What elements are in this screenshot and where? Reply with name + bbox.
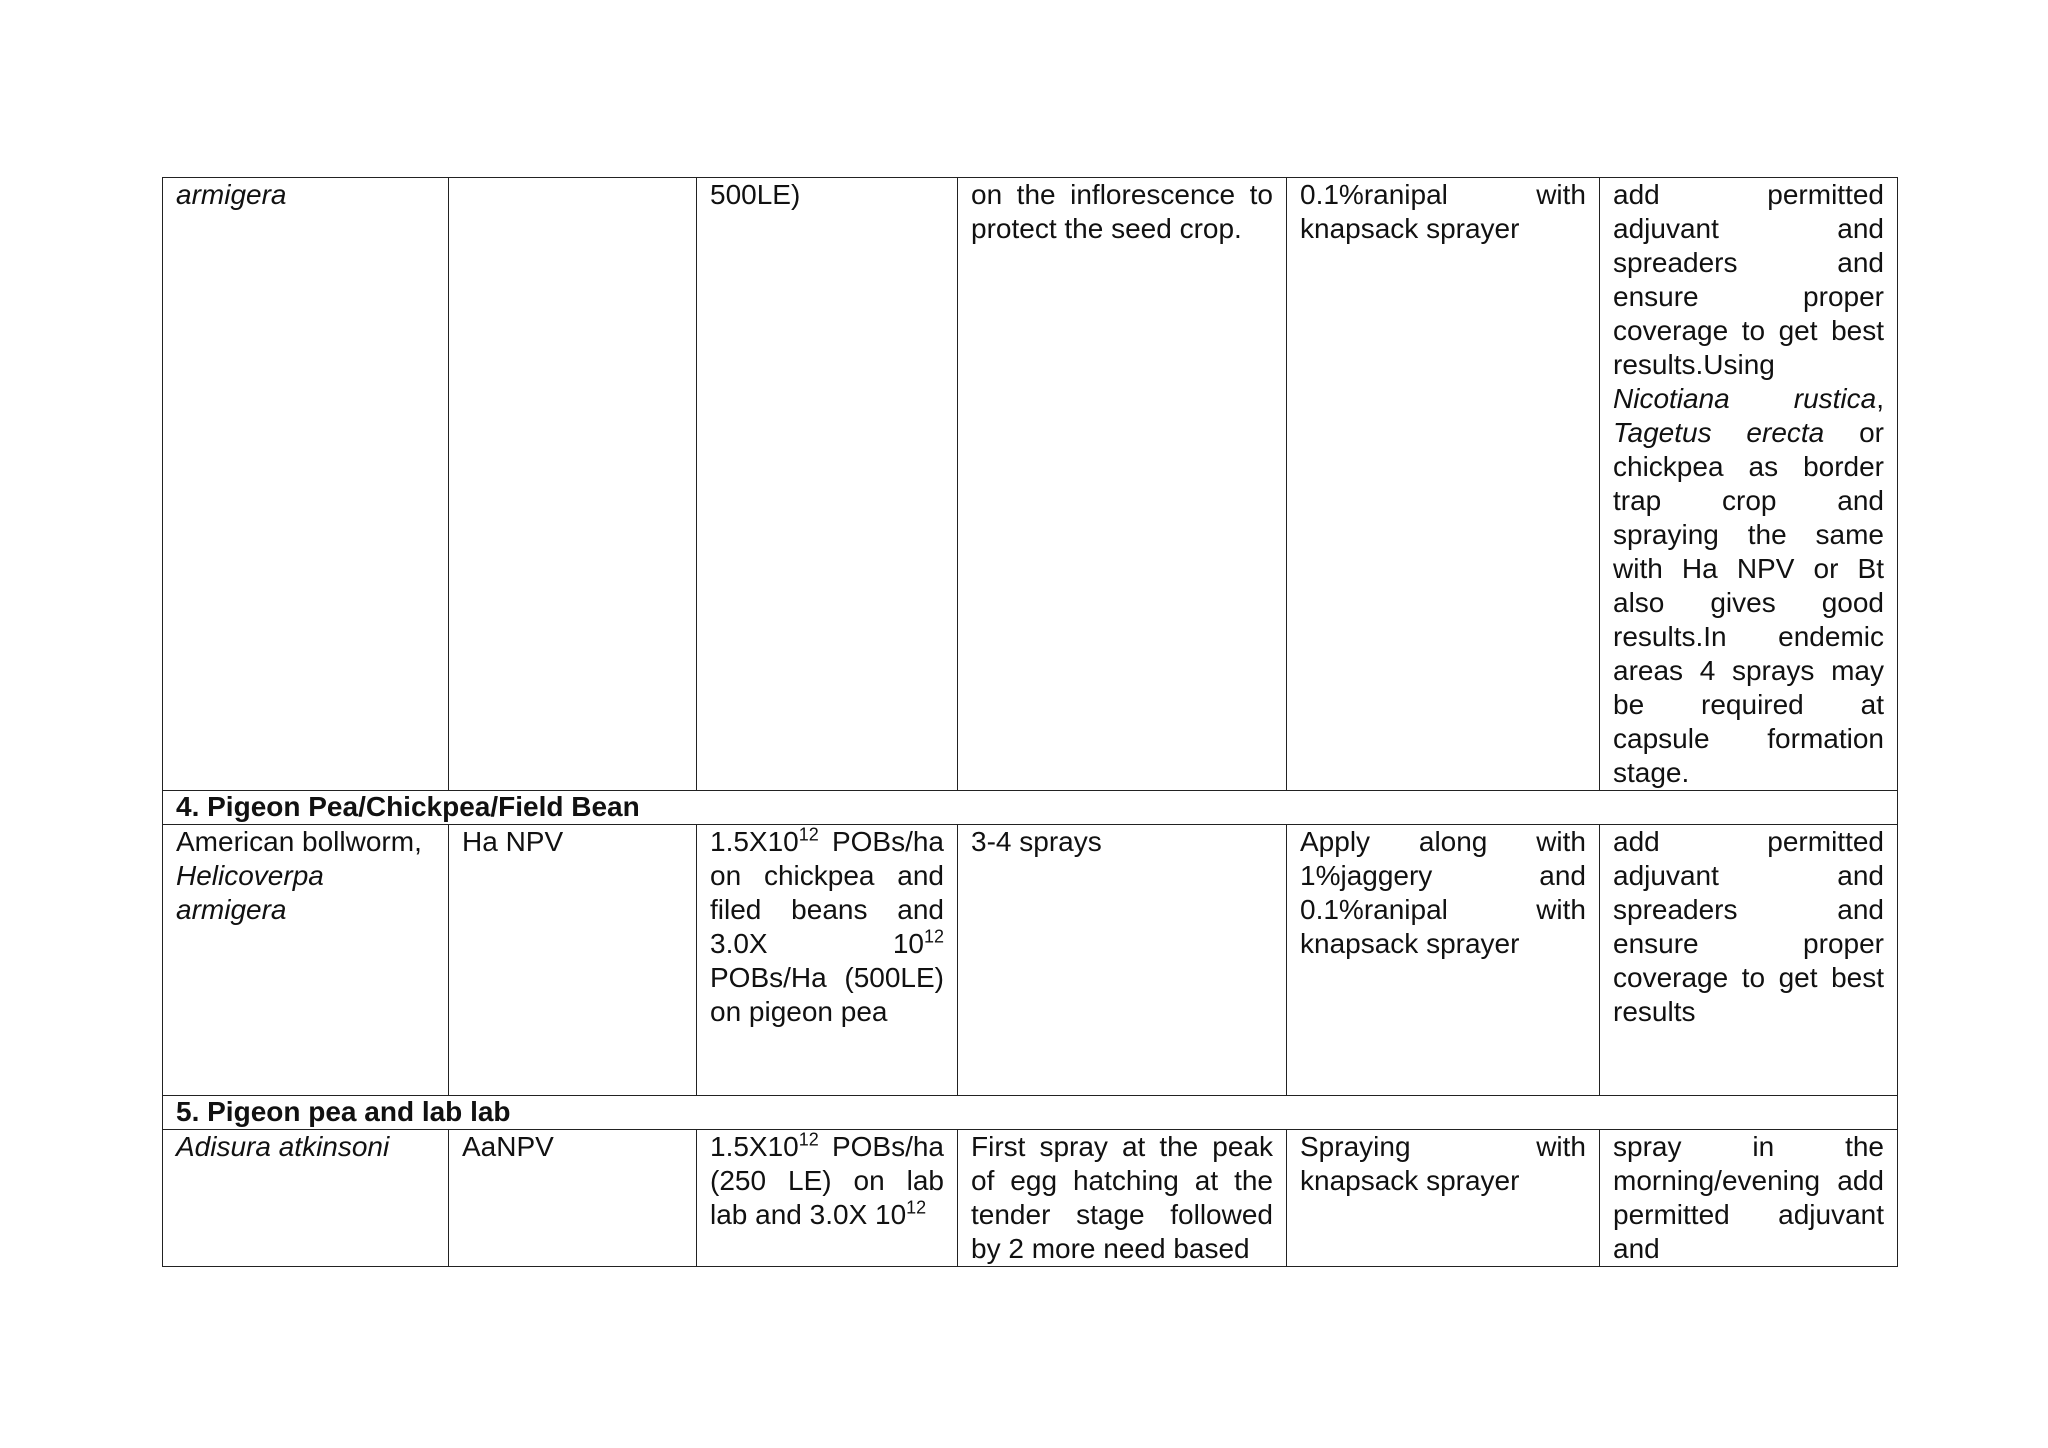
section-title: 4. Pigeon Pea/Chickpea/Field Bean [176, 791, 640, 822]
pest-cell [163, 825, 449, 1096]
remarks-species: Tagetus erecta [1613, 417, 1825, 448]
biocontrol-table [162, 177, 1898, 1267]
agent-cell [449, 178, 697, 791]
dose-exponent: 12 [906, 1197, 927, 1218]
remarks-cell [1600, 825, 1898, 1096]
method-text: 0.1%ranipal with knapsack sprayer [1300, 179, 1586, 244]
dose-exponent: 12 [798, 1130, 819, 1150]
timing-cell [958, 825, 1287, 1096]
dose-cell [697, 1130, 958, 1267]
dose-text: POBs/ha (250 LE) on lab lab and 3.0X 10 [710, 1131, 944, 1230]
remarks-cell [1600, 178, 1898, 791]
dose-text: 500LE) [710, 179, 801, 210]
pest-species: Helicoverpa armigera [176, 860, 324, 925]
dose-text: 1.5X10 [710, 826, 799, 857]
dose-cell [697, 178, 958, 791]
method-cell [1287, 825, 1600, 1096]
timing-cell [958, 178, 1287, 791]
remarks-text: add permitted adjuvant and spreaders and ensure proper coverage to get best results [1613, 826, 1884, 1027]
table-row [163, 178, 1898, 791]
agent-cell [449, 1130, 697, 1267]
pest-common-name: American bollworm, [176, 826, 422, 857]
section-title: 5. Pigeon pea and lab lab [176, 1096, 511, 1127]
dose-text: POBs/ha on chickpea and filed beans and 3.0X 10 [710, 826, 944, 959]
timing-text: First spray at the peak of egg hatching at the tender stage followed by 2 more need based [971, 1131, 1273, 1264]
pest-cell [163, 1130, 449, 1267]
remarks-cell [1600, 1130, 1898, 1267]
table-row [163, 825, 1898, 1096]
method-cell [1287, 178, 1600, 791]
remarks-text: add permitted adjuvant and spreaders and ensure proper coverage to get best results.Using [1613, 179, 1884, 380]
timing-clip [971, 1130, 1273, 1266]
section-header-row [163, 791, 1898, 825]
agent-name: Ha NPV [462, 826, 564, 857]
method-text: Spraying with knapsack sprayer [1300, 1131, 1586, 1196]
dose-exponent: 12 [923, 926, 944, 947]
dose-exponent: 12 [798, 824, 819, 845]
remarks-species: Nicotiana rustica [1613, 383, 1877, 414]
dose-text: POBs/Ha (500LE) on pigeon pea [710, 962, 944, 1027]
remarks-text: or chickpea as border trap crop and spraying the same with Ha NPV or Bt also gives good results.In endemic areas 4 sprays may be required at capsule formation stage. [1613, 417, 1885, 788]
method-cell [1287, 1130, 1600, 1267]
method-text: Apply along with 1%jaggery and 0.1%ranipal with knapsack sprayer [1300, 826, 1586, 959]
dose-clip [710, 1130, 944, 1266]
agent-cell [449, 825, 697, 1096]
remarks-punctuation: , [1876, 383, 1884, 414]
table-row [163, 1130, 1898, 1267]
pest-cell [163, 178, 449, 791]
section-header-row [163, 1096, 1898, 1130]
pest-name: armigera [176, 179, 287, 210]
dose-cell [697, 825, 958, 1096]
timing-cell [958, 1130, 1287, 1267]
section-title-cell [163, 1096, 1898, 1130]
section-title-cell [163, 791, 1898, 825]
dose-text: 1.5X10 [710, 1131, 799, 1162]
pest-species: Adisura atkinsoni [176, 1131, 390, 1162]
remarks-text: spray in the morning/evening add permitted adjuvant and [1613, 1131, 1884, 1264]
timing-text: 3-4 sprays [971, 826, 1102, 857]
timing-text: on the inflorescence to protect the seed crop. [971, 179, 1273, 244]
remarks-clip [1613, 1130, 1884, 1266]
agent-name: AaNPV [462, 1131, 554, 1162]
